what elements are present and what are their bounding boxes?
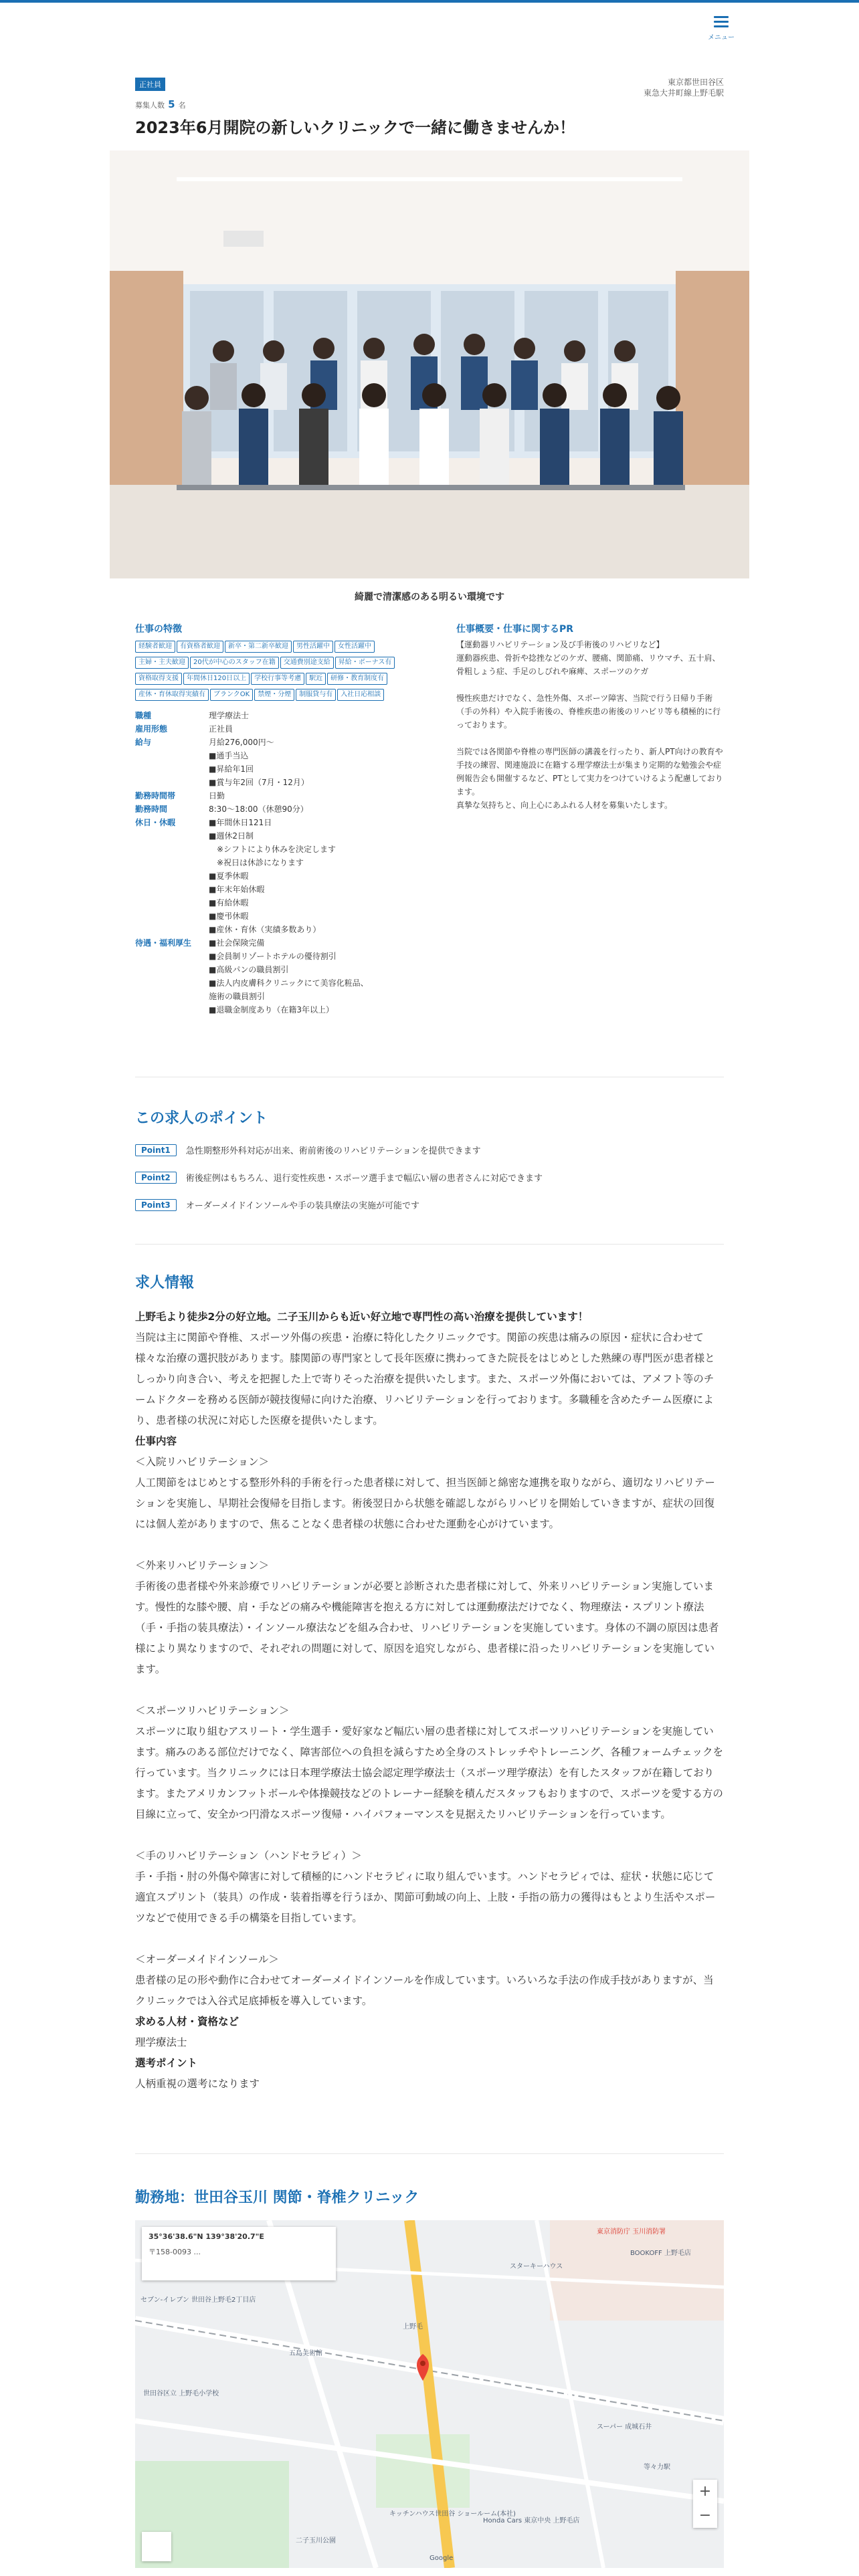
work-content-text: ＜入院リハビリテーション＞ 人工関節をはじめとする整形外科的手術を行った患者様に対して、担当医師と綿密な連携を取りながら、適切なリハビリテーションを実施し、早期社会復帰を目指します。術後翌日から状態を確認しながらリハビリを開始していきますが、症状の回復には個人差がありますので、焦ることなく患者様の状態に合わせた運動を心がけています。 ＜外来リハビリテーション＞ 手術後の患者様や外来診療でリハビリテーションが必要と診断された患者様に対して、外来リハビリテーション実施しています。慢性的な膝や腰、肩・手などの痛みや機能障害を抱える方に対しては運動療法だけでなく、物理療法・スプリント療法（手・手指の装具療法）・インソール療法などを組み合わせ、リハビリテーションを実施しています。身体の不調の原因は患者様により異なりますので、それぞれの問題に対して、原因を追究しながら、患者様に沿ったリハビリテーションを実施しています。 ＜スポーツリハビリテーション＞ スポーツに取り組むアスリート・学生選手・愛好家など幅広い層の患者様に対してスポーツリハビリテーションを実施しています。痛みのある部位だけでなく、障害部位への負担を減らすため全身のストレッチやトレーニング、各種フォームチェックを行っています。当クリニックには日本理学療法士協会認定理学療法士（スポーツ理学療法）を有したスタッフが在籍しております。またアメリカンフットボールや体操競技などのトレーナー経験を積んだスタッフもおりますので、スポーツを愛する方の目線に立って、安全かつ円滑なスポーツ復帰・ハイパフォーマンスを見据えたリハビリテーションを行っています。 ＜手のリハビリテーション（ハンドセラピィ）＞ 手・手指・肘の外傷や障害に対して積極的にハンドセラピィに取り組んでいます。ハンドセラピィでは、症状・状態に応じて適宜スプリント（装具）の作成・装着指導を行うほか、関節可動域の向上、上肢・手指の筋力の獲得はもとより生活やスポーツなどで使用できる手の構築を目指しています。 ＜オーダーメイドインソール＞ 患者様の足の形や動作に合わせてオーダーメイドインソールを作成しています。いろいろな手法の作成手技がありますが、当クリニックでは入谷式足底挿板を導入しています。 [135,1456,724,2007]
feature-tag: 女性活躍中 [335,641,375,653]
zoom-controls [693,2480,717,2528]
detail-row [135,936,416,1016]
features-column [135,622,416,1016]
feature-tag: 入社日応相談 [337,689,384,701]
job-location [644,77,724,98]
access-heading: 勤務地：世田谷玉川 関節・脊椎クリニック [135,2189,419,2206]
detail-label: 職種 [135,711,152,720]
feature-tag-list [135,639,416,704]
detail-label: 雇用形態 [135,724,168,734]
points-list [135,1144,724,1211]
detail-value: ■社会保険完備 ■会員制リゾートホテルの優待割引 ■高級パンの職員割引 ■法人内皮膚科クリニックにて美容化粧品、 施術の職員割引 ■退職金制度あり（在籍3年以上） [209,938,369,1014]
feature-tag: 主婦・主夫歓迎 [135,657,189,669]
job-info-lead: 上野毛より徒歩2分の好立地。二子玉川からも近い好立地で専門性の高い治療を提供しています！ [135,1311,589,1323]
detail-row [135,736,416,789]
photo-illustration [110,150,749,578]
feature-tag: 駅近 [306,673,326,685]
map-label: BOOKOFF 上野毛店 [630,2250,691,2257]
point-item [135,1171,724,1184]
recruit-count-label: 募集人数 [135,101,165,110]
job-header [135,77,724,144]
point-item [135,1198,724,1211]
points-heading: この求人のポイント [135,1110,268,1127]
detail-label: 休日・休暇 [135,818,176,827]
job-info-heading: 求人情報 [135,1275,195,1291]
point-badge: Point3 [135,1199,177,1211]
point-text: 急性期整形外科対応が出来、術前術後のリハビリテーションを提供できます [185,1146,481,1156]
feature-tag: 経験者歓迎 [135,641,175,653]
site-header [0,3,859,40]
map-label: 等々力駅 [644,2464,670,2471]
selection-text: 人柄重視の選考になります [135,2078,260,2090]
menu-button[interactable] [706,16,736,41]
requirements-text: 理学療法士 [135,2036,187,2048]
menu-label: メニュー [708,34,735,41]
feature-tag: 学校行事等考慮 [251,673,304,685]
zoom-out-button[interactable]: − [698,2507,712,2524]
zoom-in-button[interactable]: + [698,2483,712,2500]
map-label: 二子玉川公園 [296,2537,336,2545]
detail-label: 給与 [135,738,152,747]
point-badge: Point2 [135,1172,177,1184]
section-divider [135,2153,724,2154]
requirements-heading: 求める人材・資格など [135,2016,240,2028]
feature-tag: 昇給・ボーナス有 [335,657,395,669]
feature-tag: 20代が中心のスタッフ在籍 [190,657,279,669]
selection-heading: 選考ポイント [135,2057,198,2069]
job-info-intro: 当院は主に関節や脊椎、スポーツ外傷の疾患・治療に特化したクリニックです。関節の疾患は痛みの原因・症状に合わせて様々な治療の選択肢があります。膝関節の専門家として長年医療に携わってきた院長をはじめとした熟練の専門医が患者様としっかり向き合い、考えを把握した上で寄りそった治療を提供いたします。また、スポーツ外傷においては、アメフト等のチームドクターを務める医師が競技復帰に向けた治療、リハビリテーションを行っております。多職種を含めたチーム医療により、患者様の状況に対応した医療を提供いたします。 [135,1331,715,1426]
feature-tag: 研修・教育制度有 [327,673,387,685]
detail-row [135,709,416,722]
feature-tag: 有資格者歓迎 [177,641,223,653]
detail-label: 勤務時間帯 [135,791,176,800]
features-heading: 仕事の特徴 [135,624,182,635]
employment-type-badge: 正社員 [135,78,165,91]
job-summary [135,622,724,1063]
map-label: 東京消防庁 玉川消防署 [597,2228,666,2236]
detail-row [135,789,416,802]
detail-value: 正社員 [209,724,233,734]
location-area: 東京都世田谷区 [667,78,724,87]
map-info-card[interactable] [142,2227,336,2280]
map-label: 五島美術館 [289,2350,322,2357]
map-label: Google [430,2555,454,2562]
recruit-count-unit: 名 [178,101,186,110]
hamburger-icon [714,16,729,30]
pr-column [456,622,724,812]
detail-value: 8:30〜18:00（休憩90分） [209,804,308,814]
feature-tag: 制服貸与有 [296,689,336,701]
job-details-list [135,709,416,1016]
detail-row [135,722,416,736]
feature-tag: 新卒・第二新卒歓迎 [225,641,292,653]
detail-value: 月給276,000円〜 ■通手当込 ■昇給年1回 ■賞与年2回（7月・12月） [209,738,309,787]
detail-row [135,802,416,816]
map-coordinates: 35°36'38.6"N 139°38'20.7"E [149,2232,264,2241]
feature-tag: 年間休日120日以上 [183,673,250,685]
feature-tag: ブランクOK [210,689,253,701]
work-content-heading: 仕事内容 [135,1435,177,1447]
detail-row [135,816,416,936]
map-label: キッチンハウス世田谷 ショールーム(本社) [389,2510,516,2518]
point-text: オーダーメイドインソールや手の装具療法の実施が可能です [185,1201,419,1211]
feature-tag: 男性活躍中 [293,641,333,653]
detail-value: ■年間休日121日 ■週休2日制 ※シフトにより休みを決定します ※祝日は休診になります ■夏季休暇 ■年末年始休暇 ■有給休暇 ■慶弔休暇 ■産休・育休（実績多数あり） [209,818,337,934]
feature-tag: 交通費別途支給 [280,657,334,669]
pegman-icon[interactable] [142,2532,171,2561]
map-label: 上野毛 [403,2323,423,2331]
map-label: セブン-イレブン 世田谷上野毛2丁目店 [140,2296,256,2304]
access-section [135,2153,724,2214]
pr-heading: 仕事概要・仕事に関するPR [456,624,574,635]
detail-label: 勤務時間 [135,804,168,814]
detail-value: 理学療法士 [209,711,250,720]
staff-group-photo [110,150,749,578]
job-title: 2023年6月開院の新しいクリニックで一緒に働きませんか！ [135,118,576,137]
location-station: 東急大井町線上野毛駅 [643,88,724,98]
map-address: 〒158-0093 ... [149,2248,201,2256]
recruit-count: 5 [168,98,175,110]
feature-tag: 禁煙・分煙 [254,689,294,701]
map-label: Honda Cars 東京中央 上野毛店 [483,2517,580,2525]
map-label: 世田谷区立 上野毛小学校 [143,2390,219,2397]
feature-tag: 産休・育休取得実績有 [135,689,209,701]
pr-text: 【運動器リハビリテーション及び手術後のリハビリなど】 運動器疾患、骨折や捻挫などのケガ、腰痛、関節痛、リウマチ、五十肩、骨粗しょう症、手足のしびれや麻痺、スポーツのケガ 慢性疾患だけでなく、急性外傷、スポーツ障害、当院で行う日帰り手術（手の外科）や入院手術後の、脊椎疾患の術後のリハビリ等も積極的に行っております。 当院では各関節や脊椎の専門医師の講義を行ったり、新人PT向けの教育や手技の練習、関連施設に在籍する理学療法士が集まり定期的な勉強会や症例報告会も開催するなど、PTとして実力をつけていけるよう配慮しております。 真摯な気持ちと、向上心にあふれる人材を募集いたします。 [456,640,723,810]
point-text: 術後症例はもちろん、退行変性疾患・スポーツ選手まで幅広い層の患者さんに対応できます [185,1174,543,1184]
feature-tag: 資格取得支援 [135,673,182,685]
map-label: スーパー 成城石井 [597,2424,652,2431]
google-map[interactable] [135,2220,724,2568]
detail-value: 日勤 [209,791,225,800]
map-label: スターキーハウス [510,2263,563,2270]
job-info-section [135,1244,724,2173]
photo-caption: 綺麗で清潔感のある明るい環境です [355,592,504,603]
job-points-section [135,1077,724,1237]
section-divider [135,1244,724,1245]
point-item [135,1144,724,1156]
detail-label: 待遇・福利厚生 [135,938,192,948]
point-badge: Point1 [135,1144,177,1156]
